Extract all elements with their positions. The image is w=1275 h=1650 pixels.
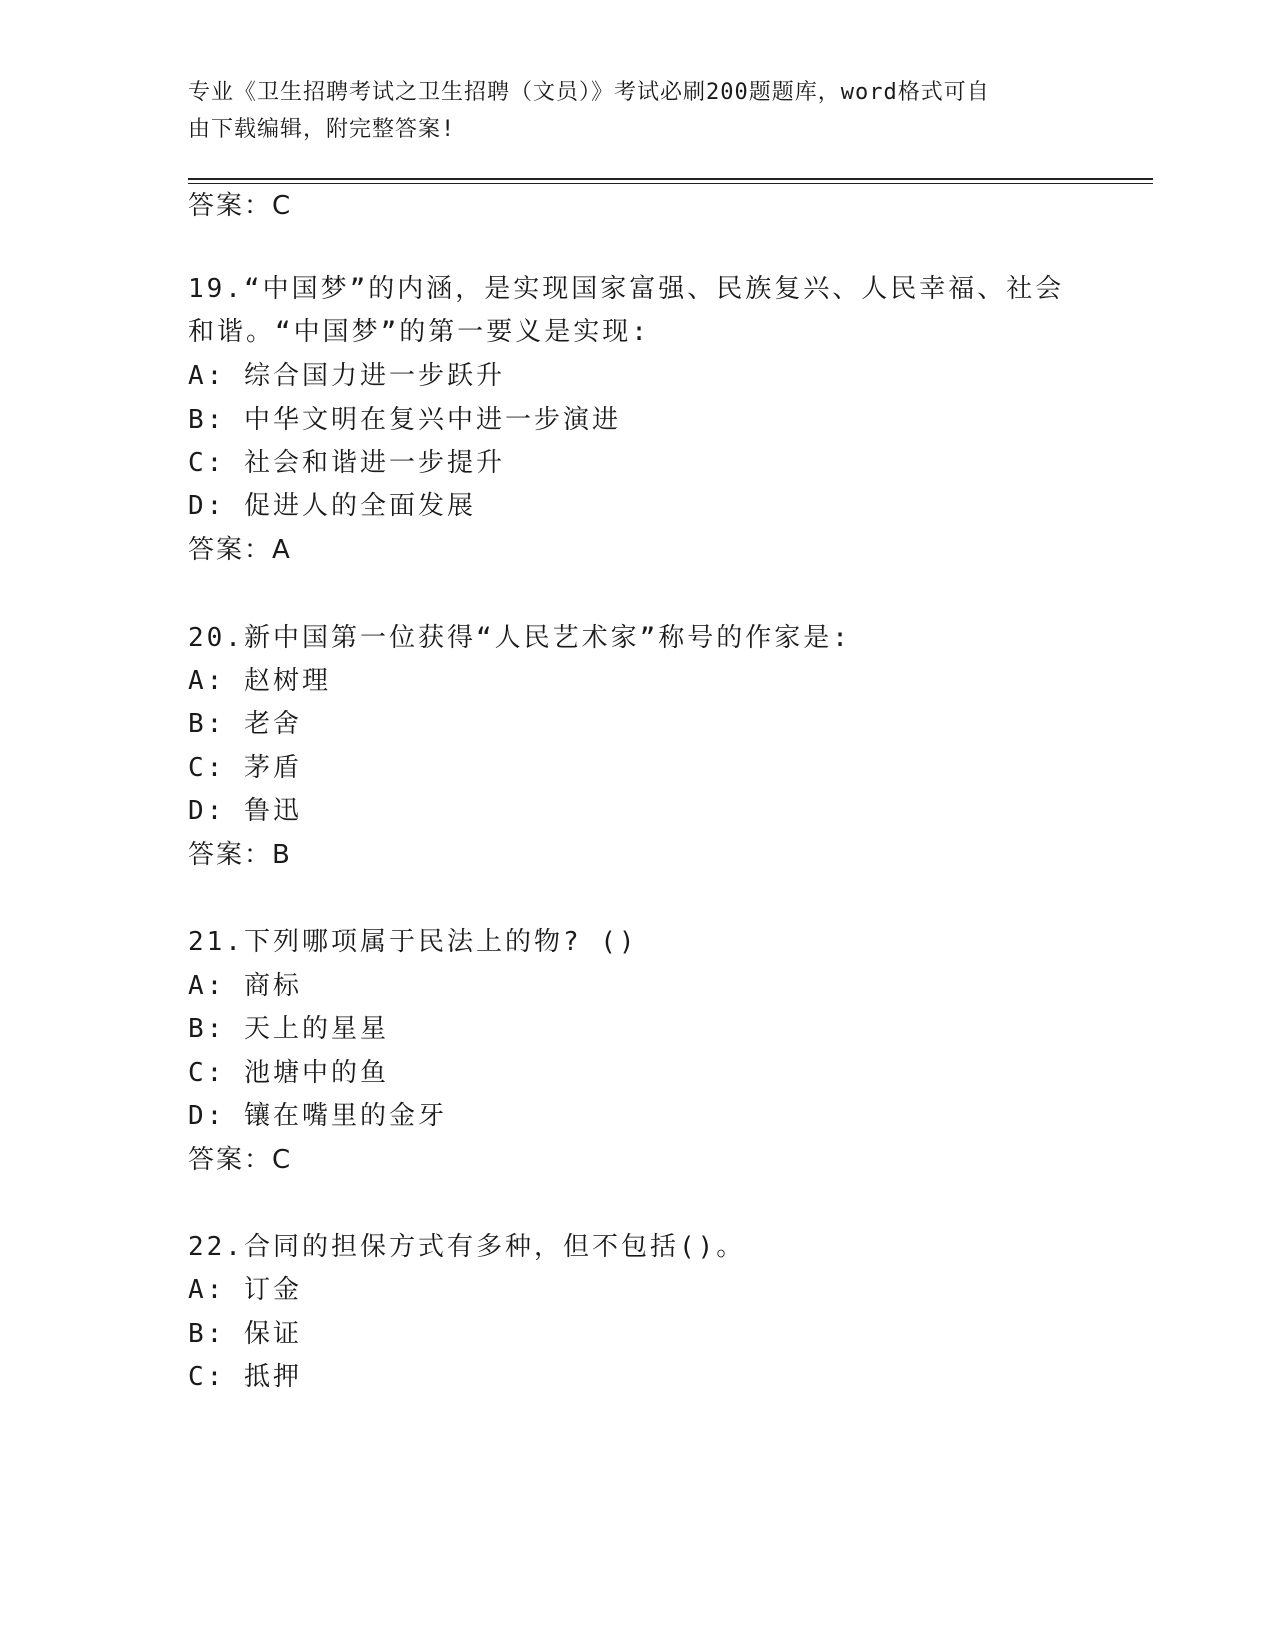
question-19-option-d: D: 促进人的全面发展 (188, 491, 476, 521)
question-22-option-c: C: 抵押 (188, 1362, 302, 1392)
question-22-stem-line-1: 22.合同的担保方式有多种，但不包括()。 (188, 1232, 746, 1262)
question-19-stem-line-2: 和谐。“中国梦”的第一要义是实现: (188, 317, 650, 347)
question-21-option-b: B: 天上的星星 (188, 1014, 389, 1044)
answer-previous: 答案：C (188, 191, 293, 221)
question-22-option-a: A: 订金 (188, 1275, 302, 1305)
question-21-option-d: D: 镶在嘴里的金牙 (188, 1101, 447, 1131)
header-divider-bottom (188, 183, 1153, 184)
document-header (188, 74, 1078, 148)
question-19-option-b: B: 中华文明在复兴中进一步演进 (188, 405, 621, 435)
header-divider-top (188, 178, 1153, 180)
question-19-option-c: C: 社会和谐进一步提升 (188, 448, 505, 478)
question-20-option-d: D: 鲁迅 (188, 796, 302, 826)
header-line-2: 由下载编辑，附完整答案! (188, 117, 456, 142)
question-21-answer: 答案：C (188, 1145, 293, 1175)
question-21-option-c: C: 池塘中的鱼 (188, 1058, 389, 1088)
question-22-option-b: B: 保证 (188, 1319, 302, 1349)
question-21-stem-line-1: 21.下列哪项属于民法上的物? () (188, 927, 638, 957)
question-20-option-b: B: 老舍 (188, 709, 302, 739)
question-20-answer: 答案：B (188, 840, 292, 870)
question-19-option-a: A: 综合国力进一步跃升 (188, 361, 505, 391)
question-20-option-a: A: 赵树理 (188, 666, 331, 696)
question-20-stem-line-1: 20.新中国第一位获得“人民艺术家”称号的作家是: (188, 623, 851, 653)
header-line-1: 专业《卫生招聘考试之卫生招聘（文员）》考试必刷200题题库，word格式可自 (188, 80, 990, 105)
question-19-answer: 答案：A (188, 535, 292, 565)
question-21-option-a: A: 商标 (188, 971, 302, 1001)
question-19-stem-line-1: 19.“中国梦”的内涵，是实现国家富强、民族复兴、人民幸福、社会 (188, 274, 1065, 304)
question-20-option-c: C: 茅盾 (188, 753, 302, 783)
